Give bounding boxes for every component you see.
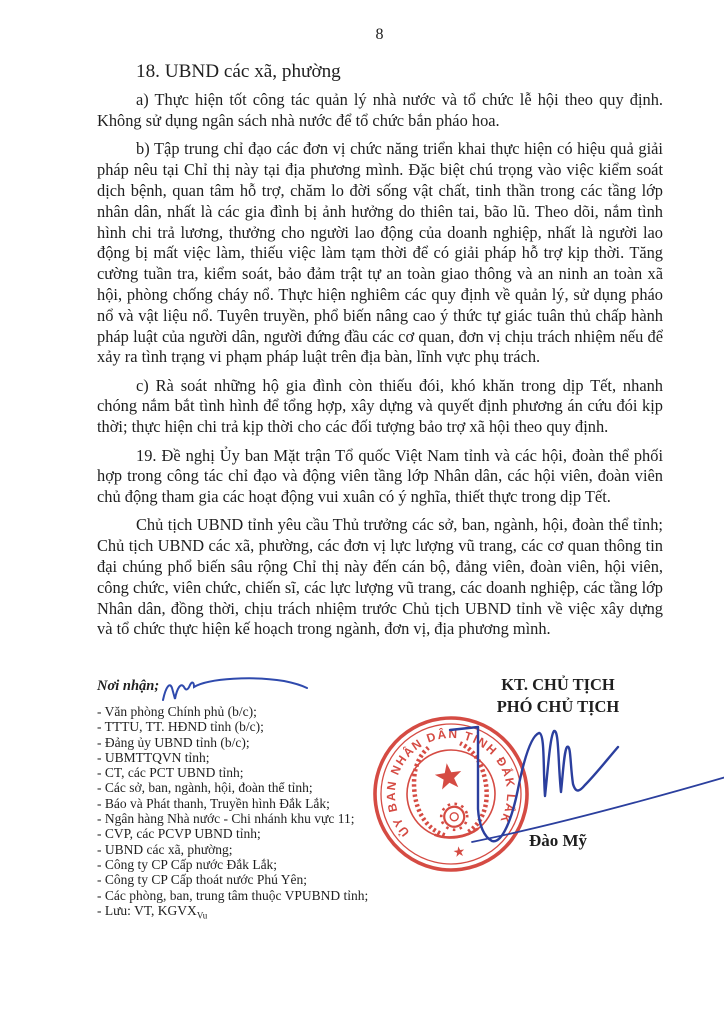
recipient-item: - UBND các xã, phường; xyxy=(97,841,233,857)
recipient-item: - Các phòng, ban, trung tâm thuộc VPUBND tỉnh; xyxy=(97,887,369,903)
recipient-item: - Các sở, ban, ngành, hội, đoàn thể tỉnh; xyxy=(97,780,313,796)
signature-stroke-main xyxy=(450,727,618,841)
paragraph-18b: b) Tập trung chỉ đạo các đơn vị chức năng triển khai thực hiện có hiệu quả giải pháp nêu tại Chỉ thị này tại địa phương mình. Đặc biệt chú trọng vào việc kiểm soát dịch bệnh, quan tâm hỗ trợ, chăm lo đời sống vật chất, tinh thần trong các tầng lớp nhân dân, nhất là các gia đình bị ảnh hưởng do thiên tai, bão lũ. Theo dõi, nắm tình hình chi trả lương, thưởng cho người lao động của doanh nghiệp, nhất là người lao động bị mất việc làm, thiếu việc làm tạm thời để có giải pháp hỗ trợ kịp thời. Tăng cường tuần tra, kiểm soát, bảo đảm trật tự an toàn giao thông và an ninh an toàn xã hội, phòng chống cháy nổ. Thực hiện nghiêm các quy định về quản lý, sử dụng pháo nổ và vật liệu nổ. Tuyên truyền, phổ biến nâng cao ý thức tự giác tuân thủ chấp hành pháp luật của người dân, người đứng đầu các cơ quan, đơn vị chịu trách nhiệm nếu để xảy ra tình trạng vi phạm pháp luật trên địa bàn, lĩnh vực phụ trách. xyxy=(97,139,663,367)
recipient-item: - CT, các PCT UBND tỉnh; xyxy=(97,765,244,781)
closing-paragraph: Chủ tịch UBND tỉnh yêu cầu Thủ trưởng các sở, ban, ngành, hội, đoàn thể tỉnh; Chủ tịch UBND các xã, phường, các đơn vị lực lượng vũ trang, các cơ quan thông tin đại chúng phổ biến sâu rộng Chỉ thị này đến cán bộ, đảng viên, đoàn viên, hội viên, công chức, viên chức, chiến sĩ, các lực lượng vũ trang, các doanh nghiệp, các tầng lớp Nhân dân, đồng thời, chịu trách nhiệm trước Chủ tịch UBND tỉnh về việc xây dựng và tổ chức thực hiện kế hoạch trong ngành, đơn vị, địa phương mình. xyxy=(97,515,663,639)
recipient-item: - Ngân hàng Nhà nước - Chi nhánh khu vực 11; xyxy=(97,811,355,827)
document-body xyxy=(97,62,663,648)
section-18-heading: 18. UBND các xã, phường xyxy=(136,61,341,82)
paragraph-18c: c) Rà soát những hộ gia đình còn thiếu đói, khó khăn trong dịp Tết, nhanh chóng nắm bắt tình hình để tổng hợp, xây dựng và quyết định phương án cứu đói kịp thời; thực hiện chi trả kịp thời cho các đối tượng bảo trợ xã hội theo quy định. xyxy=(97,375,663,437)
recipient-item: - CVP, các PCVP UBND tỉnh; xyxy=(97,826,261,842)
recipients-label: Nơi nhận; xyxy=(97,678,160,694)
luu-subscript: Vu xyxy=(196,910,208,921)
signer-name: Đào Mỹ xyxy=(528,831,588,850)
recipients-header xyxy=(97,678,417,704)
handwritten-initials-mark xyxy=(159,674,319,704)
recipient-item-luu xyxy=(97,903,417,924)
recipient-item: - Báo và Phát thanh, Truyền hình Đắk Lắk; xyxy=(97,795,330,811)
recipient-item: - UBMTTQVN tỉnh; xyxy=(97,749,210,765)
recipient-item: - Công ty CP Cấp thoát nước Phú Yên; xyxy=(97,872,307,888)
recipient-item: - Đảng ủy UBND tỉnh (b/c); xyxy=(97,734,250,750)
signer-position-line: PHÓ CHỦ TỊCH xyxy=(496,696,620,716)
seal-ring-text: ỦY BAN NHÂN DÂN TỈNH ĐẮK LẮK xyxy=(383,726,519,840)
page-number: 8 xyxy=(375,26,384,43)
recipient-item: - TTTU, TT. HĐND tỉnh (b/c); xyxy=(97,719,264,735)
paragraph-18a: a) Thực hiện tốt công tác quản lý nhà nước và tổ chức lễ hội theo quy định. Không sử dụng ngân sách nhà nước để tổ chức bắn pháo hoa. xyxy=(97,90,663,131)
recipient-item: - Công ty CP Cấp nước Đắk Lắk; xyxy=(97,856,278,872)
signer-authority-line: KT. CHỦ TỊCH xyxy=(501,675,615,694)
luu-text: - Lưu: VT, KGVX xyxy=(97,902,197,918)
recipient-item: - Văn phòng Chính phủ (b/c); xyxy=(97,704,257,719)
paragraph-19: 19. Đề nghị Ủy ban Mặt trận Tổ quốc Việt Nam tỉnh và các hội, đoàn thể phối hợp trong công tác chỉ đạo và động viên tầng lớp Nhân dân, các hội viên, đoàn viên chủ động tham gia các hoạt động vui xuân có ý nghĩa, thiết thực trong dịp Tết. xyxy=(97,445,663,507)
seal-bottom-star: ★ xyxy=(451,842,467,861)
